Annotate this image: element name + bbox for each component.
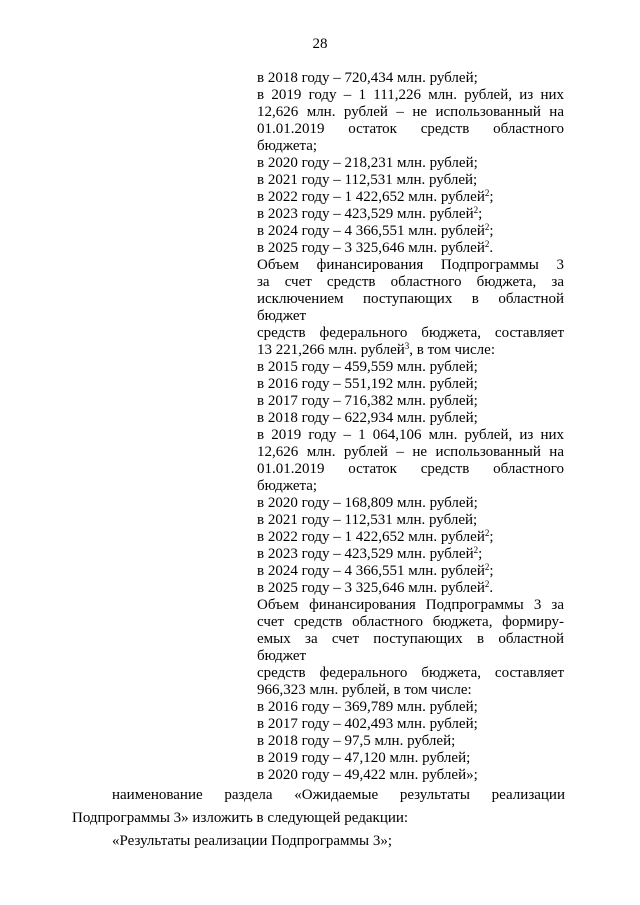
text-line [257, 223, 564, 240]
text-line [257, 580, 564, 597]
text-line-main: в 2020 году – 218,231 млн. рублей; [257, 155, 478, 171]
text-line-tail: . [489, 240, 494, 256]
text-line [257, 546, 564, 563]
text-line-tail: ; [478, 206, 483, 222]
text-line-main: в 2022 году – 1 422,652 млн. рублей [257, 529, 485, 545]
text-line-main: в 2020 году – 168,809 млн. рублей; [257, 495, 478, 511]
text-line-main: 12,626 млн. рублей – не использованный на [257, 104, 564, 120]
text-line-main: в 2019 году – 47,120 млн. рублей; [257, 750, 471, 766]
text-line [257, 529, 564, 546]
text-line [257, 359, 564, 376]
text-line-main: в 2016 году – 551,192 млн. рублей; [257, 376, 478, 392]
text-line-main: 13 221,266 млн. рублей [257, 342, 405, 358]
text-line-main: в 2024 году – 4 366,551 млн. рублей [257, 563, 485, 579]
text-line-main: в 2015 году – 459,559 млн. рублей; [257, 359, 478, 375]
text-line [257, 563, 564, 580]
text-line [257, 342, 564, 359]
text-line-main: Объем финансирования Подпрограммы 3 [257, 257, 564, 273]
text-line [257, 614, 564, 631]
text-line [257, 87, 564, 104]
text-line [257, 733, 564, 750]
text-line-main: в 2019 году – 1 111,226 млн. рублей, из них [257, 87, 564, 103]
text-line [257, 189, 564, 206]
text-line-main: 12,626 млн. рублей – не использованный на [257, 444, 564, 460]
page-number: 28 [312, 36, 328, 52]
footnote-marker: 2 [484, 579, 490, 589]
footnote-marker: 2 [484, 239, 490, 249]
text-line-main: счет средств областного бюджета, формиру- [257, 614, 564, 630]
text-line [257, 138, 564, 155]
amendment-paragraph-line-1: наименование раздела «Ожидаемые результаты реализации [112, 787, 565, 803]
text-line-main: в 2020 году – 49,422 млн. рублей»; [257, 767, 478, 783]
text-line-main: в 2016 году – 369,789 млн. рублей; [257, 699, 478, 715]
text-line-main: в 2025 году – 3 325,646 млн. рублей [257, 580, 485, 596]
text-line-tail: ; [489, 529, 494, 545]
text-line-tail: , в том числе: [409, 342, 495, 358]
text-line-main: в 2017 году – 402,493 млн. рублей; [257, 716, 478, 732]
text-line [257, 376, 564, 393]
text-line-main: в 2023 году – 423,529 млн. рублей [257, 206, 474, 222]
amendment-paragraph-line-2: Подпрограммы 3» изложить в следующей редакции: [72, 810, 409, 826]
text-line [257, 427, 564, 444]
text-line [257, 206, 564, 223]
text-line-main: в 2025 году – 3 325,646 млн. рублей [257, 240, 485, 256]
text-line-main: бюджета; [257, 138, 318, 154]
text-line [257, 325, 564, 342]
text-line-main: в 2019 году – 1 064,106 млн. рублей, из них [257, 427, 564, 443]
text-line [257, 461, 564, 478]
text-line-main: в 2021 году – 112,531 млн. рублей; [257, 512, 478, 528]
text-line [257, 750, 564, 767]
text-line [257, 512, 564, 529]
text-line-main: за счет средств областного бюджета, за [257, 274, 564, 290]
text-line-main: в 2022 году – 1 422,652 млн. рублей [257, 189, 485, 205]
text-line-main: исключением поступающих в областной бюджет [257, 291, 564, 324]
text-line-main: средств федерального бюджета, составляет [257, 325, 564, 341]
text-line-main: в 2023 году – 423,529 млн. рублей [257, 546, 474, 562]
text-line [257, 478, 564, 495]
text-line-main: бюджета; [257, 478, 318, 494]
text-line [257, 274, 564, 291]
text-line-tail: ; [489, 563, 494, 579]
text-line-main: в 2021 году – 112,531 млн. рублей; [257, 172, 478, 188]
text-line-main: в 2018 году – 97,5 млн. рублей; [257, 733, 456, 749]
text-line [257, 716, 564, 733]
text-line [257, 410, 564, 427]
text-line [257, 257, 564, 274]
footnote-marker: 2 [484, 222, 490, 232]
text-line [257, 597, 564, 614]
text-line-tail: . [489, 580, 494, 596]
text-line [257, 631, 564, 665]
text-line [257, 393, 564, 410]
text-line [257, 767, 564, 784]
text-line [257, 240, 564, 257]
text-line-main: в 2018 году – 720,434 млн. рублей; [257, 70, 478, 86]
footnote-marker: 2 [473, 545, 479, 555]
text-line-main: в 2024 году – 4 366,551 млн. рублей [257, 223, 485, 239]
text-line-main: средств федерального бюджета, составляет [257, 665, 564, 681]
text-line [257, 699, 564, 716]
footnote-marker: 2 [484, 188, 490, 198]
text-line [257, 665, 564, 682]
text-line [257, 155, 564, 172]
text-line [257, 291, 564, 325]
text-line-main: в 2018 году – 622,934 млн. рублей; [257, 410, 478, 426]
text-line [257, 70, 564, 87]
text-line-main: в 2017 году – 716,382 млн. рублей; [257, 393, 478, 409]
text-line [257, 495, 564, 512]
text-line-main: 01.01.2019 остаток средств областного [257, 461, 564, 477]
text-line [257, 104, 564, 121]
text-line [257, 172, 564, 189]
text-line-tail: ; [489, 189, 494, 205]
footnote-marker: 2 [473, 205, 479, 215]
text-line [257, 444, 564, 461]
footnote-marker: 2 [484, 562, 490, 572]
text-line-main: емых за счет поступающих в областной бюджет [257, 631, 564, 664]
text-line-tail: ; [489, 223, 494, 239]
funding-text-column [257, 70, 564, 784]
text-line [257, 682, 564, 699]
section-title-quote: «Результаты реализации Подпрограммы 3»; [112, 833, 392, 849]
footnote-marker: 2 [484, 528, 490, 538]
text-line-main: 01.01.2019 остаток средств областного [257, 121, 564, 137]
text-line [257, 121, 564, 138]
text-line-main: 966,323 млн. рублей, в том числе: [257, 682, 472, 698]
text-line-main: Объем финансирования Подпрограммы 3 за [257, 597, 564, 613]
text-line-tail: ; [478, 546, 483, 562]
footnote-marker: 3 [404, 341, 410, 351]
